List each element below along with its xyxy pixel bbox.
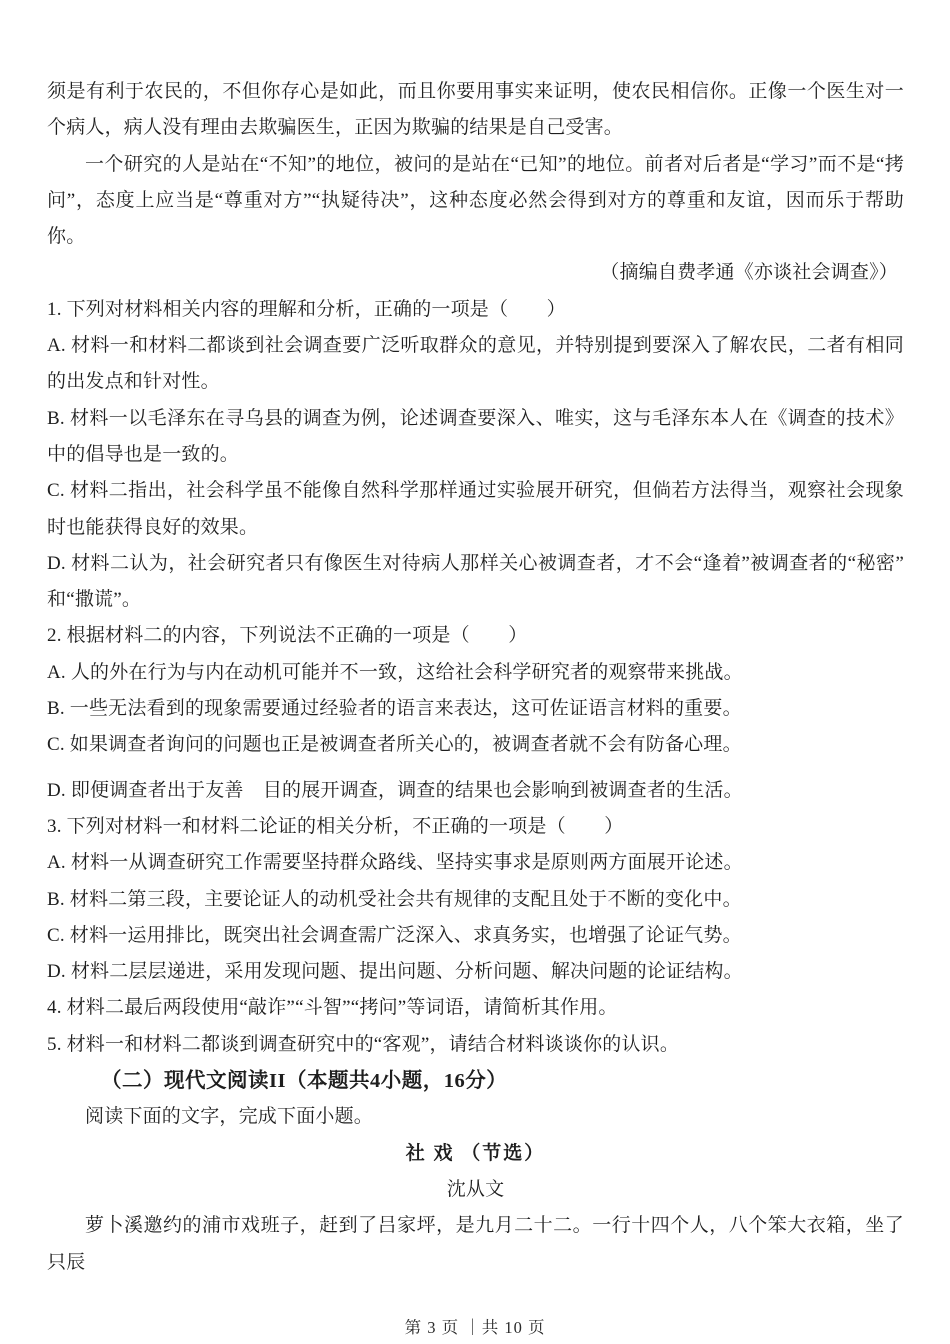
passage-continued-line: 须是有利于农民的，不但你存心是如此，而且你要用事实来证明，使农民相信你。正像一个医生对一个病人，病人没有理由去欺骗医生，正因为欺骗的结果是自己受害。 [47,81,904,139]
question-4-stem: 4. 材料二最后两段使用“敲诈”“斗智”“拷问”等词语，请简析其作用。 [47,997,618,1019]
excerpt-title: 社 戏 （节选） [405,1142,546,1164]
question-2-option-b: B. 一些无法看到的现象需要通过经验者的语言来表达，这可佐证语言材料的重要。 [47,698,742,720]
question-3-option-d: D. 材料二层层递进，采用发现问题、提出问题、分析问题、解决问题的论证结构。 [47,961,743,983]
question-1-option-b: B. 材料一以毛泽东在寻乌县的调查为例，论述调查要深入、唯实，这与毛泽东本人在《调查的技术》中的倡导也是一致的。 [47,407,904,465]
question-1-option-c: C. 材料二指出，社会科学虽不能像自然科学那样通过实验展开研究，但倘若方法得当，观察社会现象时也能获得良好的效果。 [47,480,904,538]
question-2-option-d: D. 即便调查者出于友善 目的展开调查，调查的结果也会影响到被调查者的生活。 [47,779,743,801]
excerpt-opening-line: 萝卜溪邀约的浦市戏班子，赶到了吕家坪，是九月二十二。一行十四个人，八个笨大衣箱，坐了只辰 [47,1215,904,1273]
question-1-stem: 1. 下列对材料相关内容的理解和分析，正确的一项是（ ） [47,298,566,320]
excerpt-author: 沈从文 [446,1178,505,1200]
question-5-stem: 5. 材料一和材料二都谈到调查研究中的“客观”，请结合材料谈谈你的认识。 [47,1033,680,1055]
passage-paragraph: 一个研究的人是站在“不知”的地位，被问的是站在“已知”的地位。前者对后者是“学习”而不是“拷问”，态度上应当是“尊重对方”“执疑待决”，这种态度必然会得到对方的尊重和友谊，因而乐于帮助你。 [47,153,904,248]
page-number-indicator: 第 3 页 ｜共 10 页 [404,1318,546,1337]
question-2-option-a: A. 人的外在行为与内在动机可能并不一致，这给社会科学研究者的观察带来挑战。 [47,661,743,683]
passage-attribution: （摘编自费孝通《亦谈社会调查》） [600,262,898,284]
question-3-option-c: C. 材料一运用排比，既突出社会调查需广泛深入、求真务实，也增强了论证气势。 [47,924,742,946]
section-2-heading: （二）现代文阅读II（本题共4小题，16分） [101,1070,508,1093]
reading-instruction: 阅读下面的文字，完成下面小题。 [85,1106,374,1128]
question-1-option-d: D. 材料二认为，社会研究者只有像医生对待病人那样关心被调查者，才不会“逢着”被调查者的“秘密”和“撒谎”。 [47,552,904,611]
question-3-option-a: A. 材料一从调查研究工作需要坚持群众路线、坚持实事求是原则两方面展开论述。 [47,852,743,874]
question-2-option-c: C. 如果调查者询问的问题也正是被调查者所关心的，被调查者就不会有防备心理。 [47,734,742,756]
question-3-stem: 3. 下列对材料一和材料二论证的相关分析，不正确的一项是（ ） [47,815,624,837]
question-2-stem: 2. 根据材料二的内容，下列说法不正确的一项是（ ） [47,625,528,647]
question-1-option-a: A. 材料一和材料二都谈到社会调查要广泛听取群众的意见，并特别提到要深入了解农民，二者有相同的出发点和针对性。 [47,335,904,393]
question-3-option-b: B. 材料二第三段，主要论证人的动机受社会共有规律的支配且处于不断的变化中。 [47,888,742,910]
